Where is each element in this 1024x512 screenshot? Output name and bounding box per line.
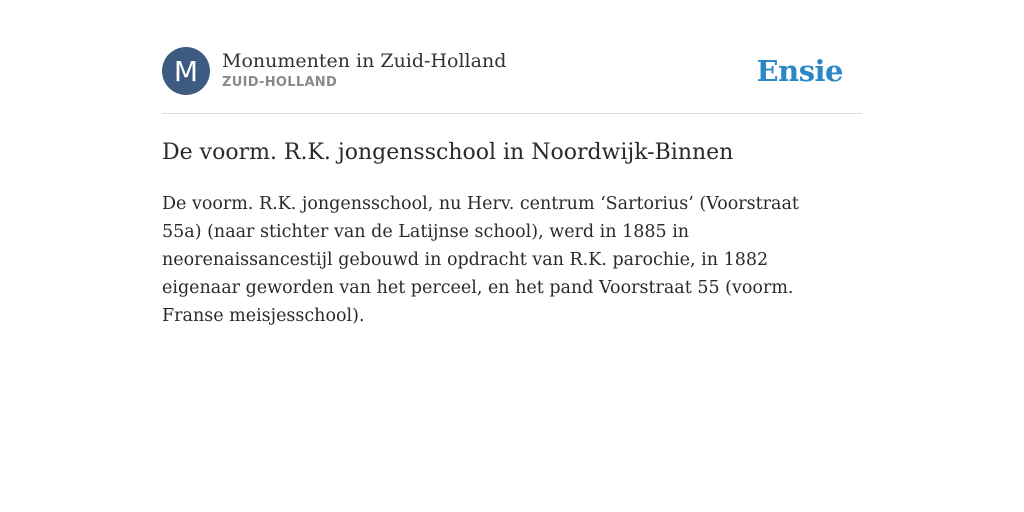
brand-logo[interactable]: Ensie — [756, 54, 843, 88]
author-name[interactable]: Monumenten in Zuid-Holland — [222, 49, 507, 72]
entry-card — [162, 46, 862, 330]
entry-title: De voorm. R.K. jongensschool in Noordwijk-Binnen — [162, 140, 734, 165]
avatar[interactable] — [162, 47, 210, 95]
entry-body: De voorm. R.K. jongensschool, nu Herv. centrum ‘Sartorius’ (Voorstraat 55a) (naar stichter van de Latijnse school), werd in 1885 in neorenaissancestijl gebouwd in opdracht van R.K. parochie, in 1882 eigenaar geworden van het perceel, en het pand Voorstraat 55 (voorm. Franse meisjesschool). — [162, 194, 799, 326]
author-block — [222, 51, 506, 92]
entry-header — [162, 46, 862, 114]
avatar-letter: M — [173, 54, 199, 88]
author-subtitle: ZUID-HOLLAND — [222, 74, 338, 90]
